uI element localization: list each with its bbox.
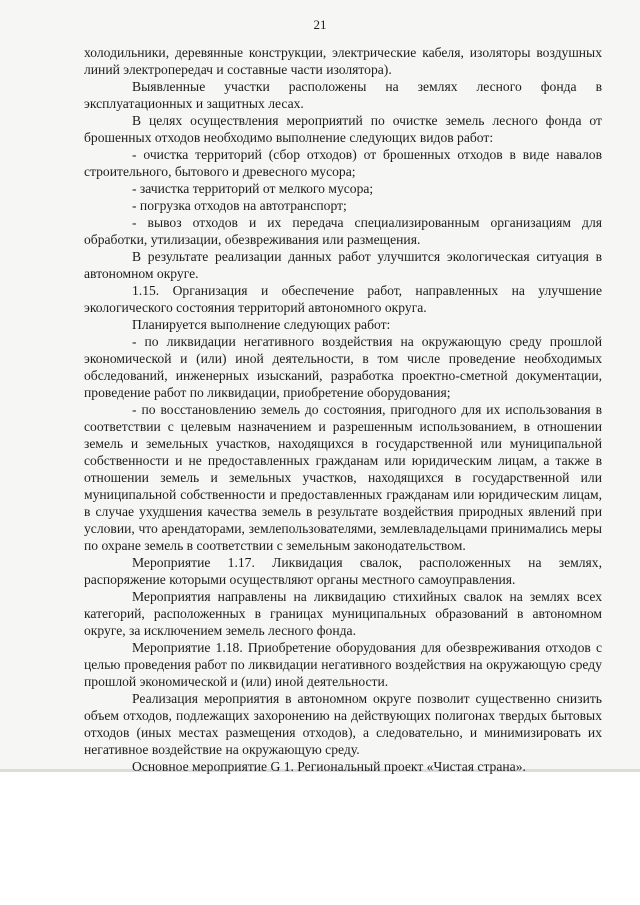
body-paragraph: Мероприятие 1.18. Приобретение оборудования для обезвреживания отходов с целью проведения работ по ликвидации негативного воздействия на окружающую среду прошлой экономической и (или) иной деятельности. bbox=[84, 640, 602, 689]
list-item-paragraph: - вывоз отходов и их передача специализированным организациям для обработки, утилизации, обезвреживания или размещения. bbox=[84, 215, 602, 247]
body-paragraph: Основное мероприятие G 1. Региональный проект «Чистая страна». bbox=[132, 759, 526, 774]
body-paragraph: Планируется выполнение следующих работ: bbox=[132, 317, 391, 332]
list-item-paragraph: - погрузка отходов на автотранспорт; bbox=[132, 198, 347, 213]
list-item-paragraph: - очистка территорий (сбор отходов) от брошенных отходов в виде навалов строительного, бытового и древесного мусора; bbox=[84, 147, 602, 179]
list-item-paragraph: - по восстановлению земель до состояния, пригодного для их использования в соответствии с целевым назначением и разрешенным использованием, в отношении земель и земельных участков, находящихся в государственной или муниципальной собственности и не предоставленных гражданам или юридическим лицам, а также в отношении земель и земельных участков, находящихся в государственной или муниципальной собственности и предоставленных гражданам или юридическим лицам, в случае ухудшения качества земель в результате воздействия природных явлений при условии, что арендаторами, землепользователями, землевладельцами принимались меры по охране земель в соответствии с земельным законодательством. bbox=[84, 402, 602, 553]
body-paragraph: Реализация мероприятия в автономном округе позволит существенно снизить объем отходов, подлежащих захоронению на действующих полигонах твердых бытовых отходов (иных местах размещения отходов), а следовательно, и минимизировать их негативное воздействие на окружающую среду. bbox=[84, 691, 602, 757]
body-paragraph: Мероприятия направлены на ликвидацию стихийных свалок на землях всех категорий, расположенных в границах муниципальных образований в автономном округе, за исключением земель лесного фонда. bbox=[84, 589, 602, 638]
document-body bbox=[84, 44, 602, 775]
body-paragraph: В целях осуществления мероприятий по очистке земель лесного фонда от брошенных отходов необходимо выполнение следующих видов работ: bbox=[84, 113, 602, 145]
body-paragraph: Выявленные участки расположены на землях лесного фонда в эксплуатационных и защитных лесах. bbox=[84, 79, 602, 111]
body-paragraph: холодильники, деревянные конструкции, электрические кабеля, изоляторы воздушных линий электропередач и составные части изолятора). bbox=[84, 45, 602, 77]
body-paragraph: В результате реализации данных работ улучшится экологическая ситуация в автономном округе. bbox=[84, 249, 602, 281]
list-item-paragraph: - зачистка территорий от мелкого мусора; bbox=[132, 181, 374, 196]
body-paragraph: 1.15. Организация и обеспечение работ, направленных на улучшение экологического состояния территорий автономного округа. bbox=[84, 283, 602, 315]
list-item-paragraph: - по ликвидации негативного воздействия на окружающую среду прошлой экономической и (или) иной деятельности, в том числе проведение необходимых обследований, инженерных изысканий, разработка проектно-сметной документации, проведение работ по ликвидации, приобретение оборудования; bbox=[84, 334, 602, 400]
body-paragraph: Мероприятие 1.17. Ликвидация свалок, расположенных на землях, распоряжение которыми осуществляют органы местного самоуправления. bbox=[84, 555, 602, 587]
page-number: 21 bbox=[313, 17, 327, 32]
